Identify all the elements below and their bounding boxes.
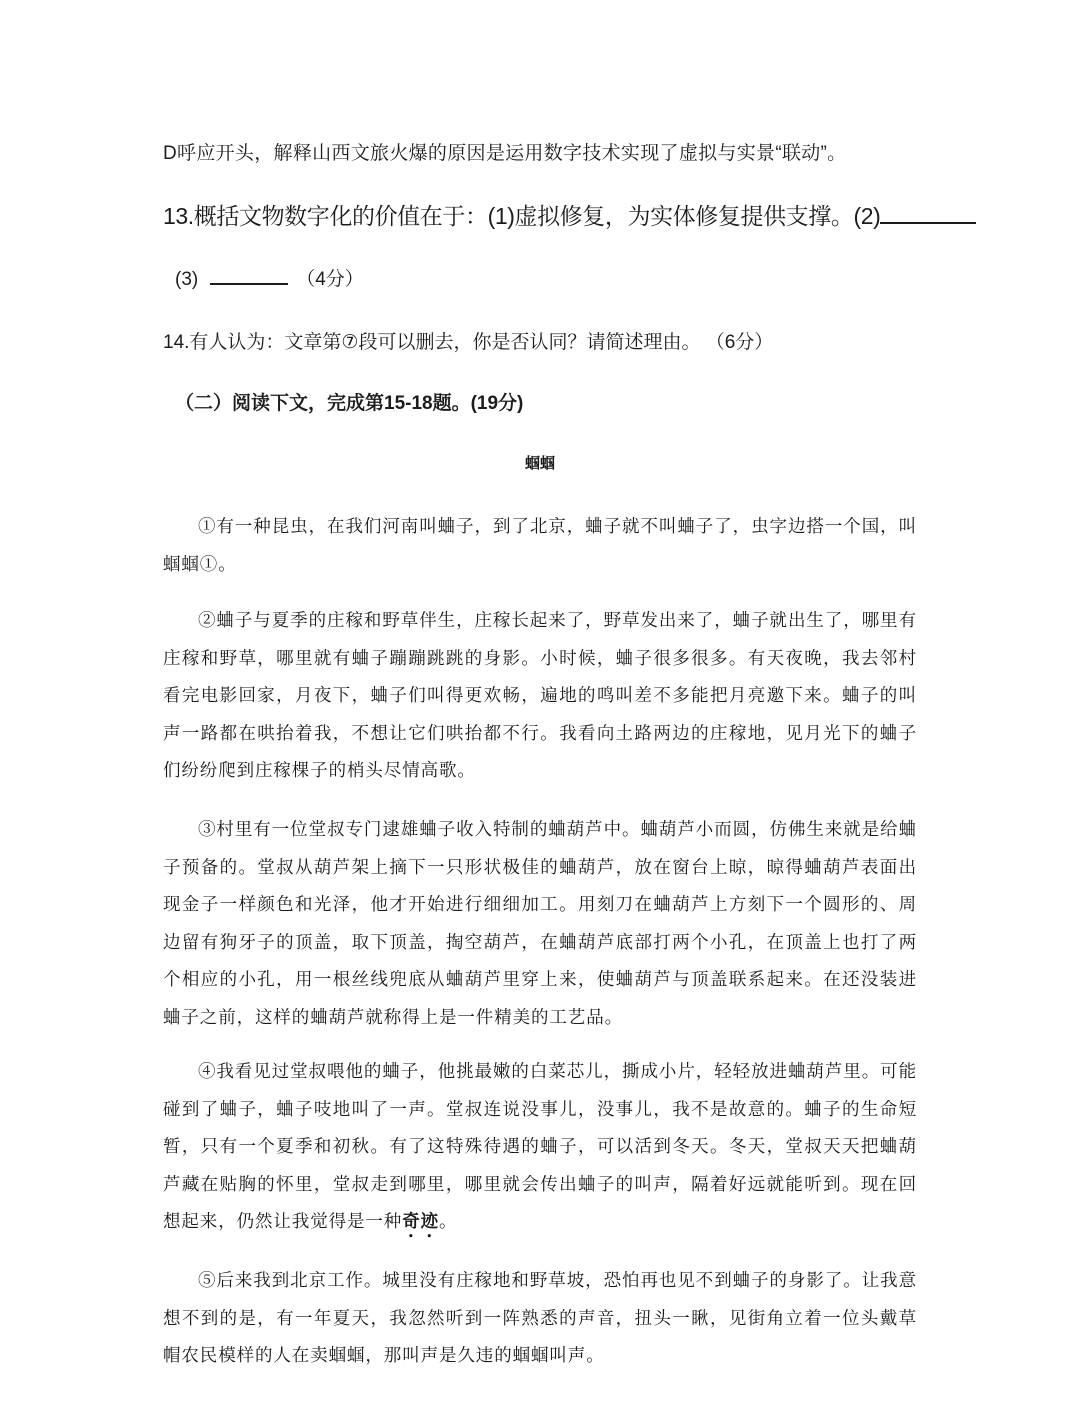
answer-blank-3[interactable]	[210, 265, 288, 285]
article-title: 蝈蝈	[524, 454, 555, 472]
article-paragraph-4-text: ④我看见过堂叔喂他的蛐子，他挑最嫩的白菜芯儿，撕成小片，轻轻放进蛐葫芦里。可能碰到了蛐子，蛐子吱地叫了一声。堂叔连说没事儿，没事儿，我不是故意的。蛐子的生命短暂，只有一个夏季和初秋。有了这特殊待遇的蛐子，可以活到冬天。冬天，堂叔天天把蛐葫芦藏在贴胸的怀里，堂叔走到哪里，哪里就会传出蛐子的叫声，隔着好远就能听到。现在回想起来，仍然让我觉得是一种	[163, 1062, 917, 1233]
paragraph-4-end-punct: 。	[439, 1212, 458, 1233]
emphasized-word: 奇迹	[402, 1212, 440, 1233]
article-paragraph-2: ②蛐子与夏季的庄稼和野草伴生，庄稼长起来了，野草发出来了，蛐子就出生了，哪里有庄稼和野草，哪里就有蛐子蹦蹦跳跳的身影。小时候，蛐子很多很多。有天夜晚，我去邻村看完电影回家，月夜下，蛐子们叫得更欢畅，遍地的鸣叫差不多能把月亮邀下来。蛐子的叫声一路都在哄抬着我，不想让它们哄抬都不行。我看向土路两边的庄稼地，见月光下的蛐子们纷纷爬到庄稼棵子的梢头尽情高歌。	[163, 611, 917, 782]
question-13-part-3-label: (3)	[175, 269, 199, 290]
section-heading: （二）阅读下文，完成第15-18题。(19分)	[175, 393, 524, 414]
question-13-part-3	[175, 264, 364, 291]
article-paragraph-5: ⑤后来我到北京工作。城里没有庄稼地和野草坡，恐怕再也见不到蛐子的身影了。让我意想不到的是，有一年夏天，我忽然听到一阵熟悉的声音，扭头一瞅，见街角立着一位头戴草帽农民模样的人在卖蝈蝈，那叫声是久违的蝈蝈叫声。	[163, 1271, 917, 1367]
option-d-text: D呼应开头，解释山西文旅火爆的原因是运用数字技术实现了虚拟与实景“联动”。	[163, 143, 847, 164]
question-13-points: （4分）	[296, 269, 364, 290]
article-paragraph-4	[163, 1054, 917, 1242]
article-paragraph-1: ①有一种昆虫，在我们河南叫蛐子，到了北京，蛐子就不叫蛐子了，虫字边搭一个国，叫蝈蝈①。	[163, 517, 917, 575]
article-paragraph-3: ③村里有一位堂叔专门逮雄蛐子收入特制的蛐葫芦中。蛐葫芦小而圆，仿佛生来就是给蛐子预备的。堂叔从葫芦架上摘下一只形状极佳的蛐葫芦，放在窗台上晾，晾得蛐葫芦表面出现金子一样颜色和光泽，他才开始进行细细加工。用刻刀在蛐葫芦上方刻下一个圆形的、周边留有狗牙子的顶盖，取下顶盖，掏空葫芦，在蛐葫芦底部打两个小孔，在顶盖上也打了两个相应的小孔，用一根丝线兜底从蛐葫芦里穿上来，使蛐葫芦与顶盖联系起来。在还没装进蛐子之前，这样的蛐葫芦就称得上是一件精美的工艺品。	[163, 820, 917, 1028]
question-13	[163, 198, 976, 231]
question-14: 14.有人认为：文章第⑦段可以删去，你是否认同？请简述理由。 （6分）	[163, 332, 774, 353]
question-13-text: 13.概括文物数字化的价值在于：(1)虚拟修复，为实体修复提供支撑。(2)	[163, 203, 881, 229]
answer-blank-2[interactable]	[880, 200, 976, 224]
